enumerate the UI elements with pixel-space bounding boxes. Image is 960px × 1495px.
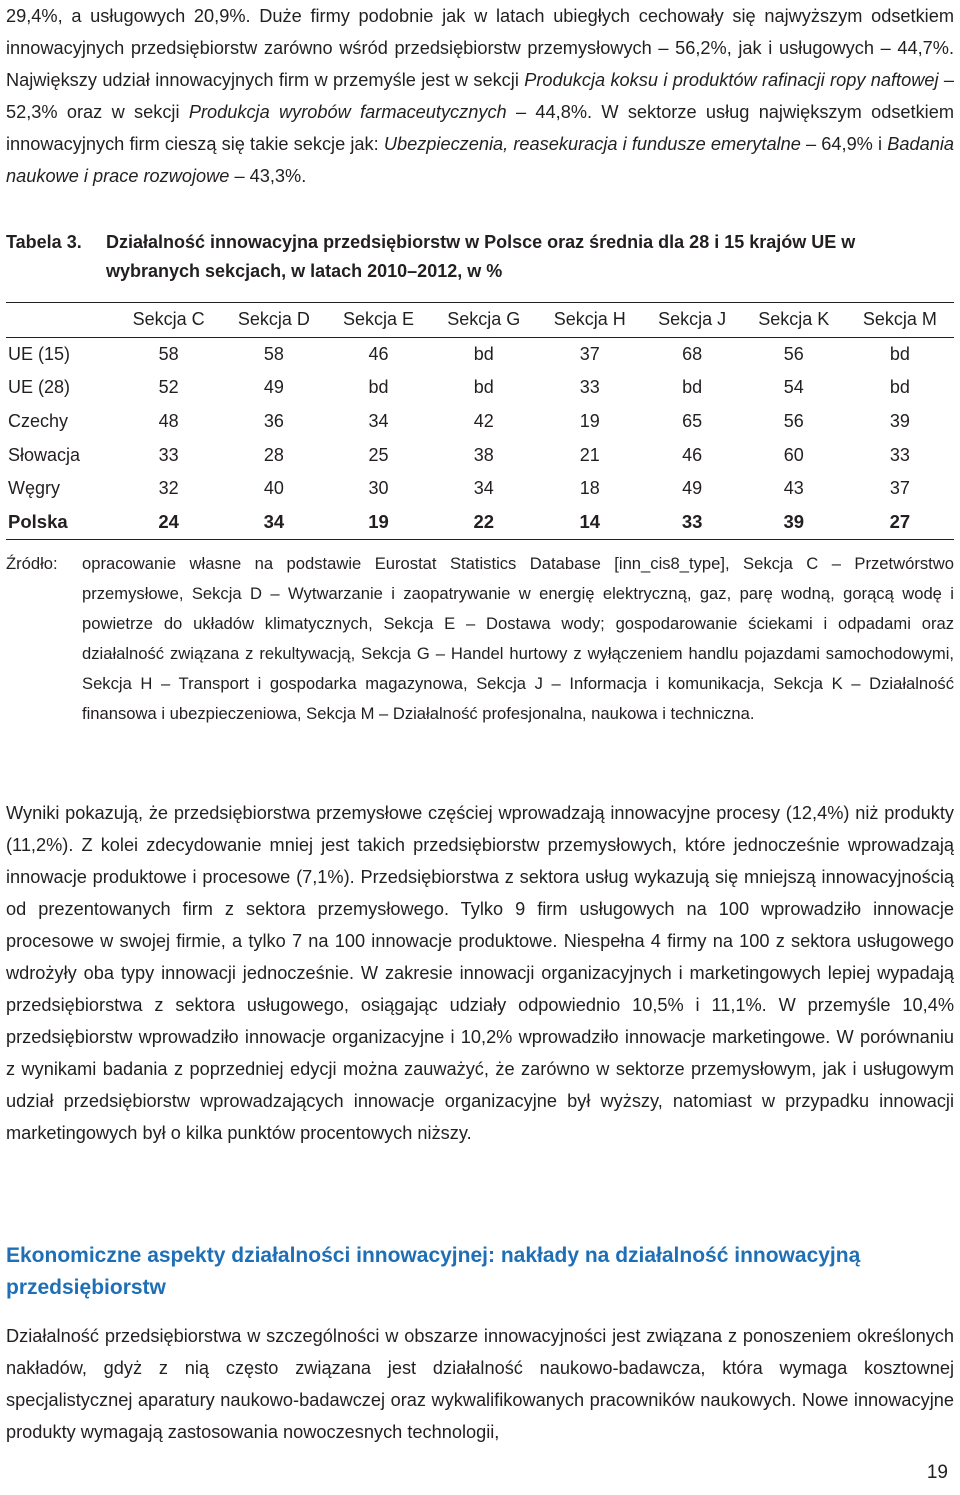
text-run: – 43,3%.: [229, 166, 307, 186]
table-cell: 52: [158, 377, 179, 398]
table-cell: 38: [473, 444, 494, 465]
table-cell: 56: [783, 343, 804, 364]
innovation-table: [6, 302, 954, 540]
table-cell: 58: [158, 343, 179, 364]
section-paragraph: Działalność przedsiębiorstwa w szczególności w obszarze innowacyjności jest związana z ponoszeniem określonych nakładów, gdyż z nią często związana jest działalność naukowo-badawcza, która wymaga kosztownej specjalistycznej aparatury naukowo-badawczej oraz wykwalifikowanych pracowników naukowych. Nowe innowacyjne produkty wymagają zastosowania nowoczesnych technologii,: [6, 1326, 954, 1442]
table-cell: 40: [263, 478, 284, 499]
table-header-row: [6, 303, 954, 338]
table-cell: 33: [889, 444, 910, 465]
header-cell-sekcja-j: Sekcja J: [642, 303, 741, 338]
header-cell-sekcja-g: Sekcja G: [430, 303, 537, 338]
table-cell: bd: [889, 343, 910, 364]
text-run: – 44,8%. W sektorze usług największym odsetkiem innowacyjnych firm cieszą się takie sekcje jak:: [6, 102, 954, 154]
table-body: [6, 337, 954, 540]
table-cell: bd: [368, 377, 389, 398]
row-label: Węgry: [8, 478, 61, 499]
table-cell: 33: [579, 377, 600, 398]
table-row: [6, 337, 954, 371]
results-paragraph: Wyniki pokazują, że przedsiębiorstwa przemysłowe częściej wprowadzają innowacyjne procesy (12,4%) niż produkty (11,2%). Z kolei zdecydowanie mniej jest takich przedsiębiorstw przemysłowych, które jednocześnie wprowadzają innowacje produktowe i procesowe (7,1%). Przedsiębiorstwa z sektora usług wykazują się mniejszą innowacyjnością od prezentowanych firm z sektora przemysłowego. Tylko 9 firm usługowych na 100 wprowadziło innowacje procesowe w swojej firmie, a tylko 7 na 100 innowacje produktowe. Niespełna 4 firmy na 100 z sektora usługowego wdrożyły oba typy innowacji jednocześnie. W zakresie innowacji organizacyjnych i marketingowych lepiej wypadają przedsiębiorstwa z sektora usługowego, osiągając udziały odpowiednio 10,5% i 11,1%. W przemyśle 10,4% przedsiębiorstw wprowadziło innowacje organizacyjne i 10,2% wprowadziło innowacje marketingowe. W porównaniu z wynikami badania z poprzedniej edycji można zauważyć, że zarówno w sektorze przemysłowym, jak i usługowym udział przedsiębiorstw wprowadzających innowacje organizacyjne był wyższy, natomiast w przypadku innowacji marketingowych był o kilka punktów procentowych niższy.: [6, 803, 954, 1143]
table-cell: 19: [327, 506, 431, 540]
table-cell: 39: [889, 411, 910, 432]
table-cell: 46: [682, 444, 703, 465]
table-cell: 28: [263, 444, 284, 465]
header-cell-sekcja-e: Sekcja E: [327, 303, 431, 338]
table-row: [6, 405, 954, 439]
table-cell: 14: [537, 506, 642, 540]
table-cell: 37: [889, 478, 910, 499]
header-cell-corner: [6, 303, 116, 338]
row-label: UE (28): [8, 377, 71, 398]
source-text: opracowanie własne na podstawie Eurostat Statistics Database [inn_cis8_type], Sekcja C – Przetwórstwo przemysłowe, Sekcja D – Wytwarzanie i zaopatrywanie w energię elektryczną, gaz, parę wodną, gorącą wodę i powietrze do układów klimatycznych, Sekcja E – Dostawa wody; gospodarowanie ściekami i odpadami oraz działalność związana z rekultywacją, Sekcja G – Handel hurtowy z wyłączeniem handlu pojazdami samochodowymi, Sekcja H – Transport i gospodarka magazynowa, Sekcja J – Informacja i komunikacja, Sekcja K – Działalność finansowa i ubezpieczeniowa, Sekcja M – Działalność profesjonalna, naukowa i techniczna.: [82, 554, 954, 723]
table-row: [6, 506, 954, 540]
table-cell: 60: [783, 444, 804, 465]
table-row: [6, 472, 954, 506]
table-cell: 34: [473, 478, 494, 499]
text-run: – 64,9% i: [800, 134, 888, 154]
italic-term: Produkcja wyrobów farmaceutycznych: [188, 102, 507, 122]
table-cell: 21: [579, 444, 600, 465]
table-cell: 25: [368, 444, 389, 465]
table-cell: bd: [473, 377, 494, 398]
page-number: 19: [926, 1462, 948, 1483]
table-cell: 27: [846, 506, 954, 540]
table-cell: 34: [368, 411, 389, 432]
table-cell: 48: [158, 411, 179, 432]
table-cell: 18: [579, 478, 600, 499]
section-heading: Ekonomiczne aspekty działalności innowacyjnej: nakłady na działalność innowacyjną przedsiębiorstw: [6, 1244, 861, 1299]
row-label: Czechy: [8, 411, 69, 432]
row-label: Słowacja: [8, 444, 81, 465]
text-run: 29,4%, a usługowych 20,9%. Duże firmy podobnie jak w latach ubiegłych cechowały się najwyższym odsetkiem innowacyjnych przedsiębiorstw zarówno wśród przedsiębiorstw przemysłowych – 56,2%, jak i usługowych – 44,7%. Największy udział innowacyjnych firm w przemyśle jest w sekcji: [6, 6, 954, 90]
italic-term: Badania naukowe i prace rozwojowe: [6, 134, 954, 186]
table-cell: 39: [742, 506, 846, 540]
table-cell: 24: [116, 506, 221, 540]
italic-term: Produkcja koksu i produktów rafinacji ropy naftowej: [524, 70, 939, 90]
header-cell-sekcja-d: Sekcja D: [221, 303, 326, 338]
table-cell: 33: [158, 444, 179, 465]
table-title: Działalność innowacyjna przedsiębiorstw w Polsce oraz średnia dla 28 i 15 krajów UE w wybranych sekcjach, w latach 2010–2012, w %: [106, 232, 856, 281]
table-cell: 58: [263, 343, 284, 364]
table-cell: 33: [642, 506, 741, 540]
table-label: Tabela 3.: [6, 232, 82, 252]
text-run: – 52,3% oraz w sekcji: [6, 70, 954, 122]
table-cell: bd: [682, 377, 703, 398]
table-cell: 34: [221, 506, 326, 540]
table-cell: 22: [430, 506, 537, 540]
table-cell: 46: [368, 343, 389, 364]
source-label: Źródło:: [6, 554, 58, 573]
header-cell-sekcja-k: Sekcja K: [742, 303, 846, 338]
header-cell-sekcja-c: Sekcja C: [116, 303, 221, 338]
table-caption: [6, 228, 954, 286]
table-cell: 54: [783, 377, 804, 398]
table-cell: 49: [263, 377, 284, 398]
intro-paragraph: [6, 0, 954, 192]
table-source-note: [6, 549, 954, 729]
table-row: [6, 371, 954, 405]
table-cell: 19: [579, 411, 600, 432]
header-cell-sekcja-m: Sekcja M: [846, 303, 954, 338]
table-cell: 49: [682, 478, 703, 499]
table-cell: 68: [682, 343, 703, 364]
row-label: UE (15): [8, 343, 71, 364]
table-cell: 43: [783, 478, 804, 499]
table-cell: 65: [682, 411, 703, 432]
table-cell: 30: [368, 478, 389, 499]
table-cell: 32: [158, 478, 179, 499]
table-cell: 36: [263, 411, 284, 432]
table-cell: 37: [579, 343, 600, 364]
table-cell: 56: [783, 411, 804, 432]
italic-term: Ubezpieczenia, reasekuracja i fundusze emerytalne: [383, 134, 801, 154]
header-cell-sekcja-h: Sekcja H: [537, 303, 642, 338]
table-row: [6, 438, 954, 472]
table-cell: bd: [889, 377, 910, 398]
table-cell: 42: [473, 411, 494, 432]
table-cell: bd: [473, 343, 494, 364]
row-label: Polska: [6, 506, 116, 540]
